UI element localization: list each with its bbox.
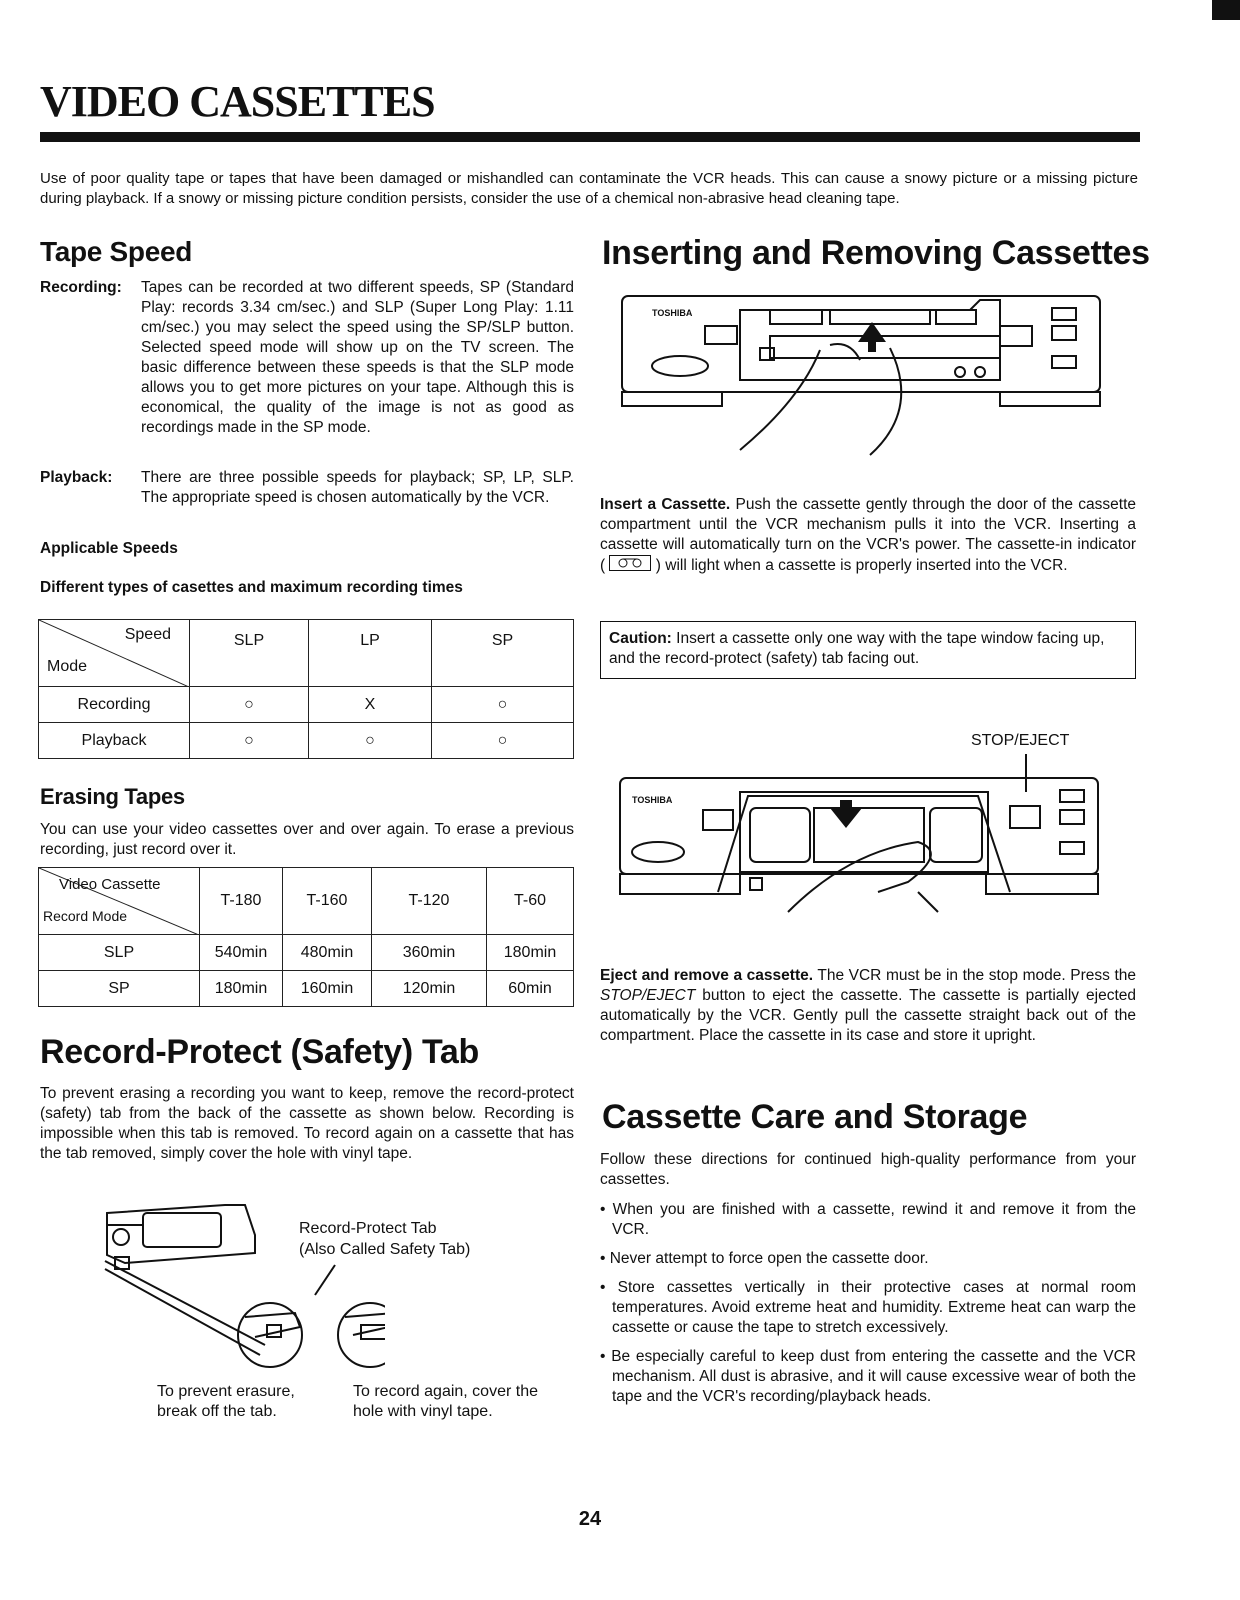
care-heading: Cassette Care and Storage	[602, 1098, 1028, 1136]
table-row	[39, 935, 574, 971]
title-rule	[40, 132, 1140, 142]
eject-lead: Eject and remove a cassette.	[600, 967, 814, 984]
col-header: SP	[432, 620, 574, 687]
corner-top-label: Video Cassette	[59, 876, 161, 893]
erasing-heading: Erasing Tapes	[40, 784, 185, 809]
caution-label: Caution:	[609, 630, 672, 647]
caption-break-tab: To prevent erasure, break off the tab.	[157, 1383, 295, 1420]
vcr-eject-illustration	[618, 752, 1103, 922]
recording-time-table	[38, 867, 574, 1007]
col-header: T-180	[200, 868, 283, 935]
bullet-text: Never attempt to force open the cassette door.	[609, 1250, 929, 1267]
list-item: • Be especially careful to keep dust from entering the cassette and the VCR mechanism. All dust is abrasive, and it will cause excessive wear of both the tape and the VCR's recording/playback heads.	[600, 1348, 1136, 1405]
caption-cover-hole: To record again, cover the hole with vinyl tape.	[353, 1383, 538, 1420]
page-number: 24	[578, 1508, 602, 1530]
applicable-speeds-heading: Applicable Speeds	[40, 540, 178, 557]
insert-text-a: Push the cassette gently through the door of the cassette compartment until the VCR mechanism pulls it into the VCR. Inserting a cassette will automatically turn on the VCR's power. The cassette-in indicator (	[600, 496, 1136, 574]
eject-text-a: The VCR must be in the stop mode. Press the	[817, 967, 1136, 984]
corner-mark	[1212, 0, 1240, 20]
page-title: VIDEO CASSETTES	[40, 77, 435, 126]
table-cell: 360min	[372, 935, 487, 971]
table-cell: ○	[190, 687, 309, 723]
table-cell: 180min	[200, 971, 283, 1007]
table-cell: ○	[432, 687, 574, 723]
vcr-brand-2: TOSHIBA	[632, 795, 673, 805]
vcr-insert-illustration	[620, 290, 1105, 465]
table-cell: 120min	[372, 971, 487, 1007]
bullet-text: Store cassettes vertically in their protective cases at normal room temperatures. Avoid extreme heat and humidity. Extreme heat can warp the cassette or cause the tape to stretch excessively.	[612, 1279, 1137, 1336]
intro-paragraph: Use of poor quality tape or tapes that have been damaged or mishandled can contaminate the VCR heads. This can cause a snowy picture or a missing picture during playback. If a snowy or missing picture condition persists, consider the use of a chemical non-abrasive head cleaning tape.	[40, 170, 1138, 207]
table-cell: 60min	[487, 971, 574, 1007]
recording-text: Tapes can be recorded at two different speeds, SP (Standard Play: records 3.34 cm/sec.) and SLP (Super Long Play: 1.11 cm/sec.) you may select the speed using the SP/SLP button. Selected speed mode will show up on the TV screen. The basic difference between these speeds is that the SLP mode allows you to get more pictures on your tape. Although this is economical, the quality of the image is not as good as recordings made in the SP mode.	[141, 279, 574, 436]
vcr-brand: TOSHIBA	[652, 308, 693, 318]
table-cell: 160min	[283, 971, 372, 1007]
table-cell: 480min	[283, 935, 372, 971]
stop-eject-label: STOP/EJECT	[971, 732, 1070, 749]
insert-lead: Insert a Cassette.	[600, 496, 731, 513]
recording-label: Recording:	[40, 279, 122, 296]
list-item: • Never attempt to force open the cassette door.	[600, 1250, 929, 1267]
row-label: SP	[39, 971, 200, 1007]
table-cell: ○	[309, 723, 432, 759]
record-protect-heading: Record-Protect (Safety) Tab	[40, 1033, 480, 1071]
care-intro: Follow these directions for continued high-quality performance from your cassettes.	[600, 1151, 1136, 1188]
table-cell: X	[309, 687, 432, 723]
list-item: • Store cassettes vertically in their protective cases at normal room temperatures. Avoid extreme heat and humidity. Extreme heat can warp the cassette or cause the tape to stretch excessively.	[600, 1279, 1137, 1336]
row-label: SLP	[39, 935, 200, 971]
row-label: Recording	[39, 687, 190, 723]
col-header: LP	[309, 620, 432, 687]
caution-text: Insert a cassette only one way with the tape window facing up, and the record-protect (safety) tab facing out.	[609, 630, 1105, 667]
table-cell: ○	[190, 723, 309, 759]
record-protect-text: To prevent erasing a recording you want to keep, remove the record-protect (safety) tab from the back of the cassette as shown below. Recording is impossible when this tab is removed. To record again on a cassette that has the tab removed, simply cover the hole with vinyl tape.	[40, 1085, 574, 1162]
playback-text: There are three possible speeds for playback; SP, LP, SLP. The appropriate speed is chosen automatically by the VCR.	[141, 469, 574, 506]
speed-table	[38, 619, 574, 759]
table-row	[39, 723, 574, 759]
table-cell: 180min	[487, 935, 574, 971]
cassette-in-indicator-icon	[609, 555, 651, 571]
table-row	[39, 971, 574, 1007]
col-header: T-120	[372, 868, 487, 935]
insert-text-b: ) will light when a cassette is properly inserted into the VCR.	[655, 557, 1068, 574]
speed-table-corner	[39, 620, 190, 687]
table-cell: 540min	[200, 935, 283, 971]
table-cell: ○	[432, 723, 574, 759]
insert-paragraph	[600, 495, 1136, 576]
cassette-types-heading: Different types of casettes and maximum recording times	[40, 579, 463, 596]
corner-bottom-label: Mode	[47, 658, 88, 675]
row-label: Playback	[39, 723, 190, 759]
inserting-heading: Inserting and Removing Cassettes	[602, 234, 1150, 272]
care-bullet-list	[600, 1200, 1136, 1416]
time-table-corner	[39, 868, 200, 935]
caution-box	[600, 621, 1136, 679]
bullet-text: Be especially careful to keep dust from entering the cassette and the VCR mechanism. All dust is abrasive, and it will cause excessive wear of both the tape and the VCR's recording/playback heads.	[611, 1348, 1136, 1405]
corner-bottom-label: Record Mode	[43, 908, 128, 924]
erasing-text: You can use your video cassettes over and over again. To erase a previous recording, just record over it.	[40, 821, 574, 858]
table-row	[39, 687, 574, 723]
playback-label: Playback:	[40, 469, 113, 486]
col-header: SLP	[190, 620, 309, 687]
corner-top-label: Speed	[124, 626, 171, 643]
eject-paragraph	[600, 966, 1136, 1046]
col-header: T-160	[283, 868, 372, 935]
eject-text-b: button to eject the cassette. The cassette is partially ejected automatically by the VCR. Gently pull the cassette straight back out of the compartment. Place the cassette in its case and store it upright.	[600, 987, 1136, 1044]
col-header: T-60	[487, 868, 574, 935]
tab-label-line1: Record-Protect Tab	[299, 1220, 437, 1237]
tab-label-line2: (Also Called Safety Tab)	[299, 1241, 471, 1258]
list-item: • When you are finished with a cassette, rewind it and remove it from the VCR.	[600, 1201, 1137, 1238]
bullet-text: When you are finished with a cassette, rewind it and remove it from the VCR.	[612, 1201, 1137, 1238]
eject-button-name: STOP/EJECT	[600, 987, 696, 1004]
tape-speed-heading: Tape Speed	[40, 236, 193, 267]
